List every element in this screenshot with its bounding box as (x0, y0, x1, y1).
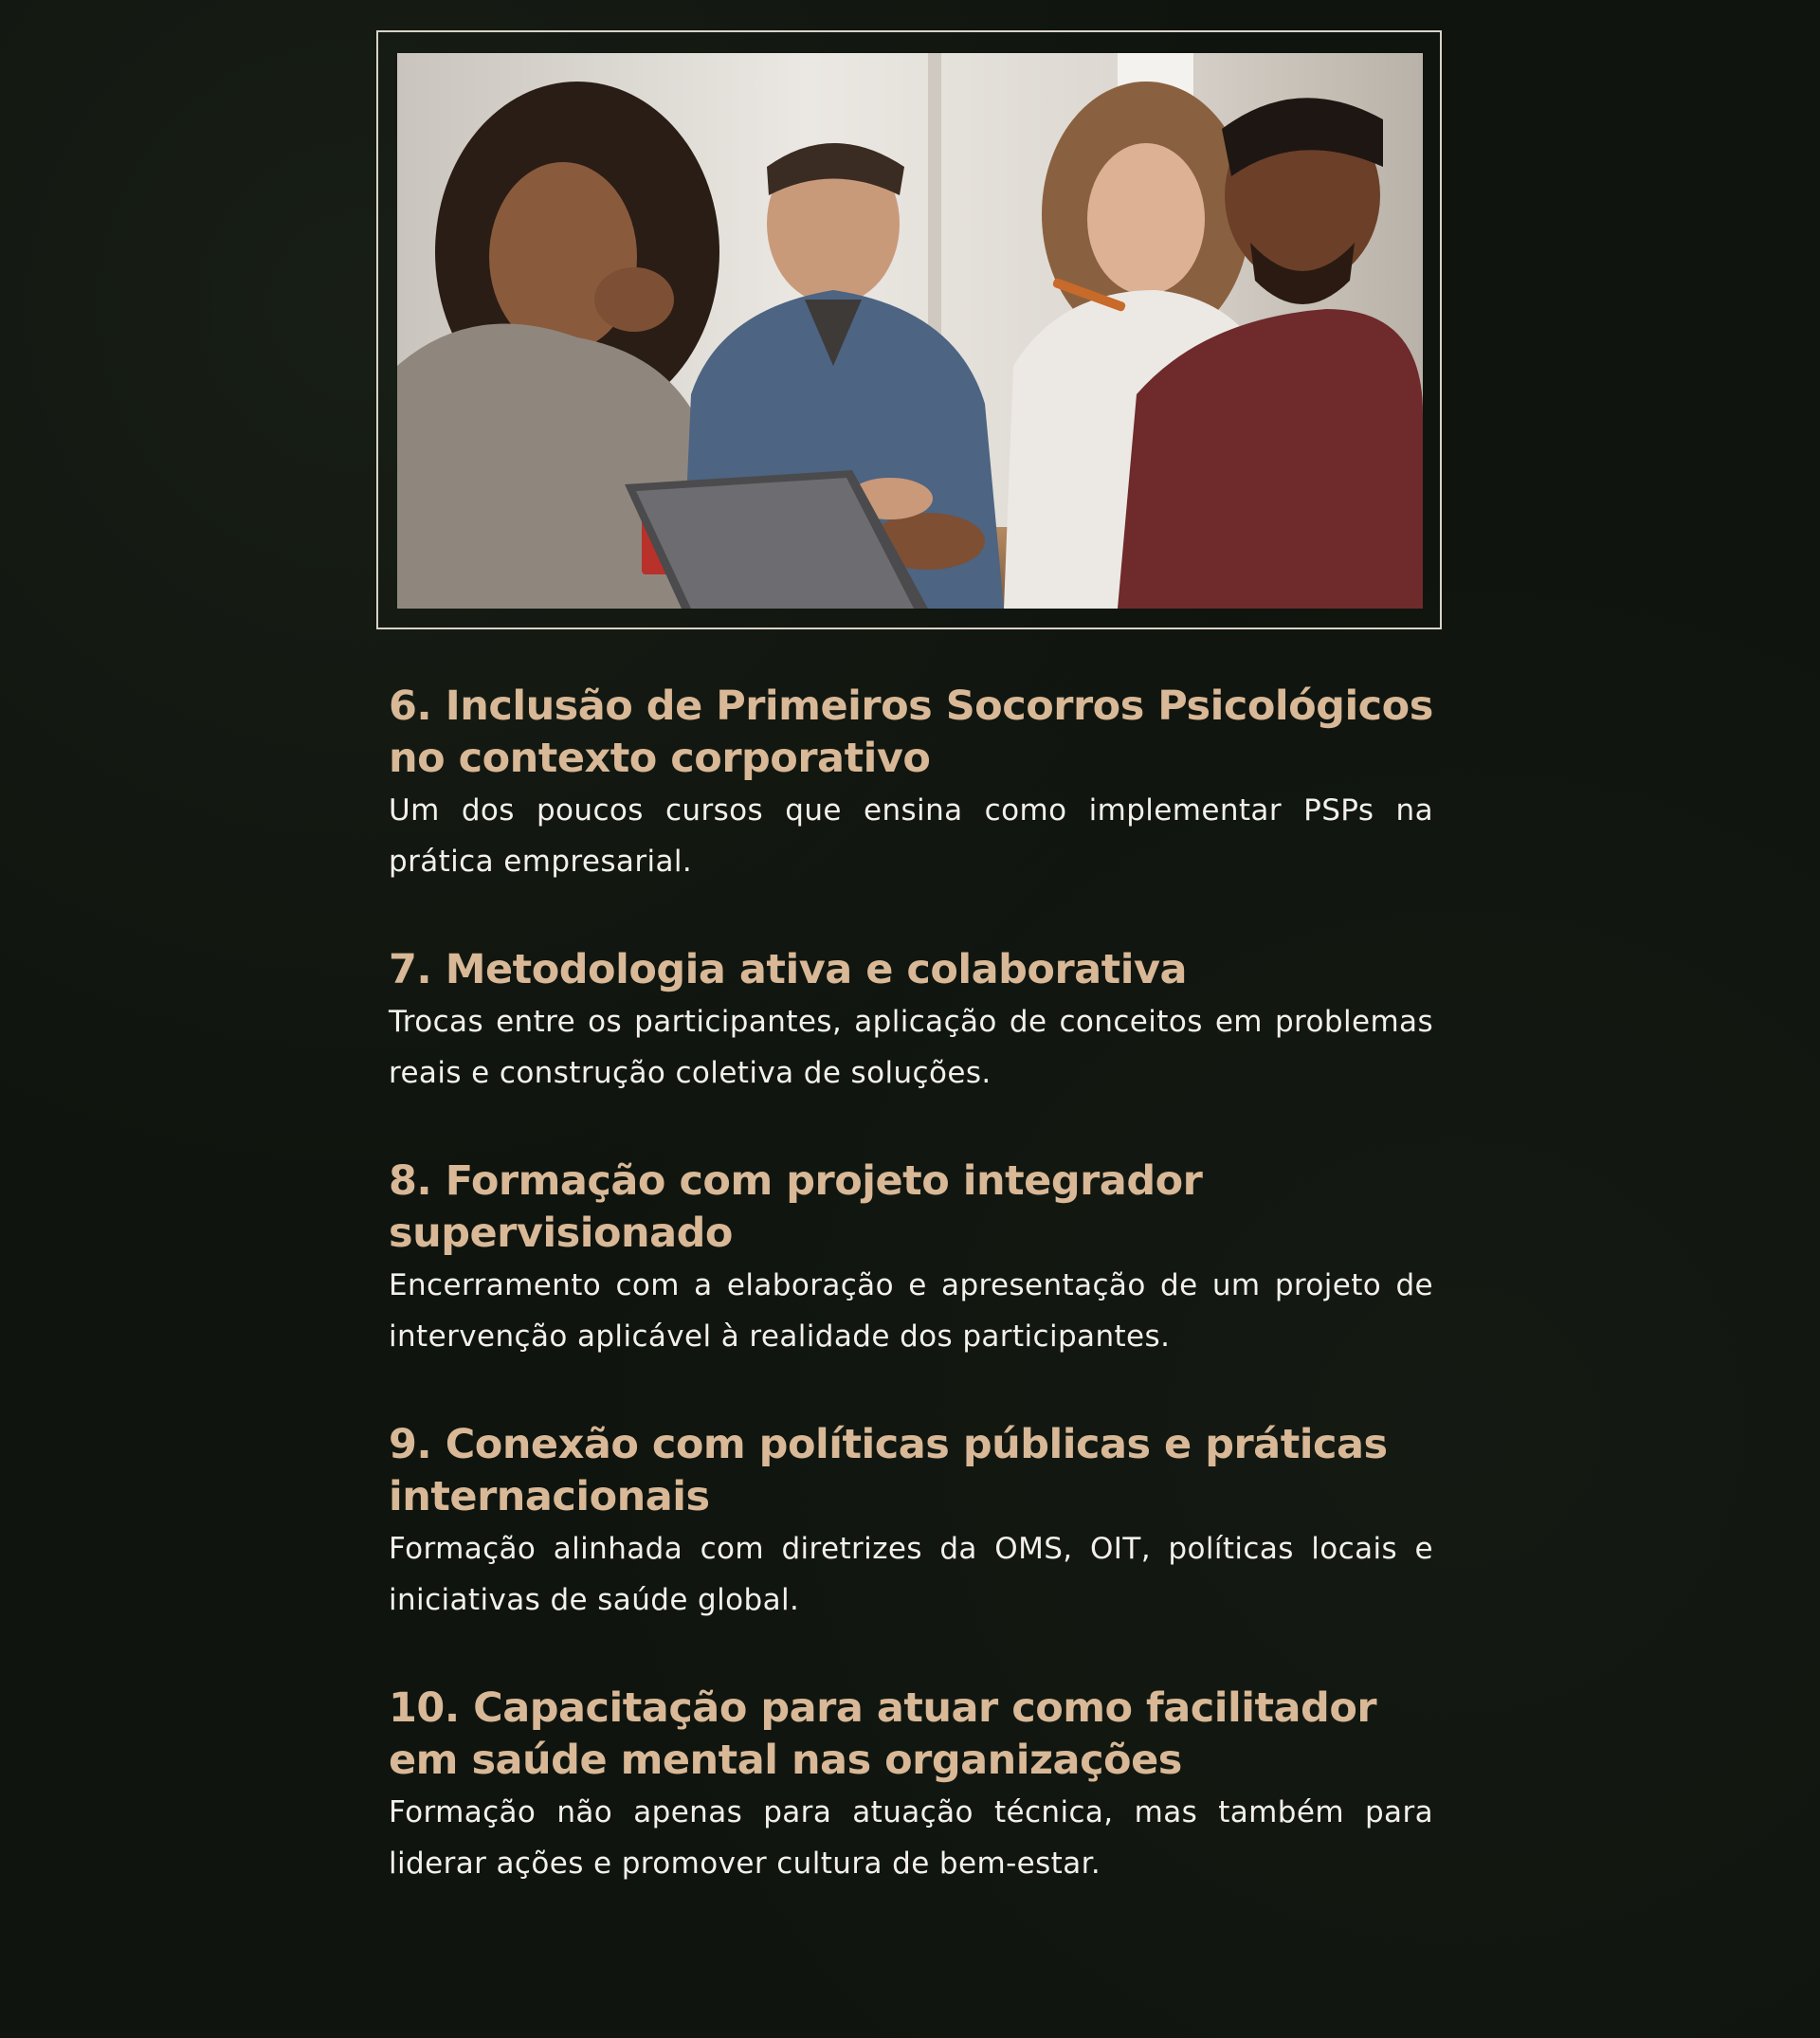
feature-description: Trocas entre os participantes, aplicação de conceitos em problemas reais e construção coletiva de soluções. (389, 1005, 1433, 1090)
feature-item (389, 681, 1433, 887)
feature-description: Encerramento com a elaboração e apresentação de um projeto de intervenção aplicável à realidade dos participantes. (389, 1268, 1433, 1354)
feature-item (389, 944, 1433, 1099)
feature-description: Um dos poucos cursos que ensina como implementar PSPs na prática empresarial. (389, 793, 1433, 879)
feature-description: Formação alinhada com diretrizes da OMS, OIT, políticas locais e iniciativas de saúde global. (389, 1532, 1433, 1617)
feature-title: 7. Metodologia ativa e colaborativa (389, 946, 1188, 993)
feature-title: 10. Capacitação para atuar como facilitador em saúde mental nas organizações (389, 1684, 1377, 1784)
feature-item (389, 1683, 1433, 1889)
team-photo (397, 53, 1423, 609)
team-photo-illustration (397, 53, 1423, 609)
feature-description: Formação não apenas para atuação técnica, mas também para liderar ações e promover cultura de bem-estar. (389, 1795, 1433, 1881)
photo-frame (376, 30, 1442, 629)
feature-item (389, 1155, 1433, 1362)
feature-title: 6. Inclusão de Primeiros Socorros Psicológicos no contexto corporativo (389, 682, 1433, 782)
feature-item (389, 1419, 1433, 1626)
features-list (389, 681, 1433, 1946)
feature-title: 8. Formação com projeto integrador supervisionado (389, 1157, 1203, 1257)
feature-title: 9. Conexão com políticas públicas e práticas internacionais (389, 1421, 1388, 1520)
